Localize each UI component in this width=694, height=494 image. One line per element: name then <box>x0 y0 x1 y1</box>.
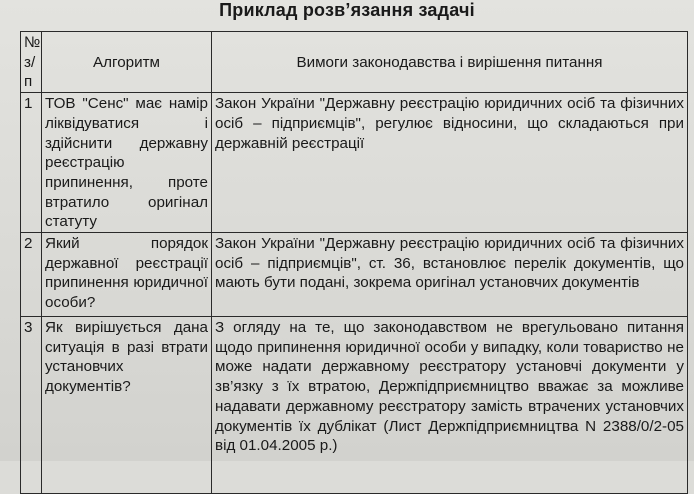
solution-table <box>20 31 688 494</box>
header-requirements: Вимоги законодавства і вирішення питання <box>212 32 688 93</box>
table-row <box>21 233 688 317</box>
row-requirements: Закон України "Державну реєстрацію юридичних осіб та фізичних осіб – підприємців", регулює відносини, що складаються при державній реєстрації <box>212 93 688 233</box>
row-algorithm: Який порядок державної реєстрації припинення юридичної особи? <box>42 233 212 317</box>
row-num: 2 <box>21 233 42 317</box>
page-title: Приклад розв’язання задачі <box>219 0 475 20</box>
header-num: № з/п <box>21 32 42 93</box>
row-requirements: З огляду на те, що законодавством не врегульовано питання щодо припинення юридичної особи у випадку, коли товариство не може надати державному реєстратору установчі документи у зв’язку з їх втратою, Держпідприємництво вважає за можливе надавати державному реєстратору замість втрачених установчих документів їх дублікат (Лист Держпідприємництва N 2388/0/2-05 від 01.04.2005 р.) <box>212 317 688 494</box>
row-requirements: Закон України "Державну реєстрацію юридичних осіб та фізичних осіб – підприємців", ст. 36, встановлює перелік документів, що мають бути подані, зокрема оригінал установчих документів <box>212 233 688 317</box>
row-num: 3 <box>21 317 42 494</box>
table-row <box>21 93 688 233</box>
header-algorithm: Алгоритм <box>42 32 212 93</box>
row-algorithm: Як вирішується дана ситуація в разі втрати установчих документів? <box>42 317 212 494</box>
row-algorithm: ТОВ "Сенс" має намір ліквідуватися і здійснити державну реєстрацію припинення, проте втратило оригінал статуту <box>42 93 212 233</box>
row-num: 1 <box>21 93 42 233</box>
table-row <box>21 317 688 494</box>
table-header-row <box>21 32 688 93</box>
